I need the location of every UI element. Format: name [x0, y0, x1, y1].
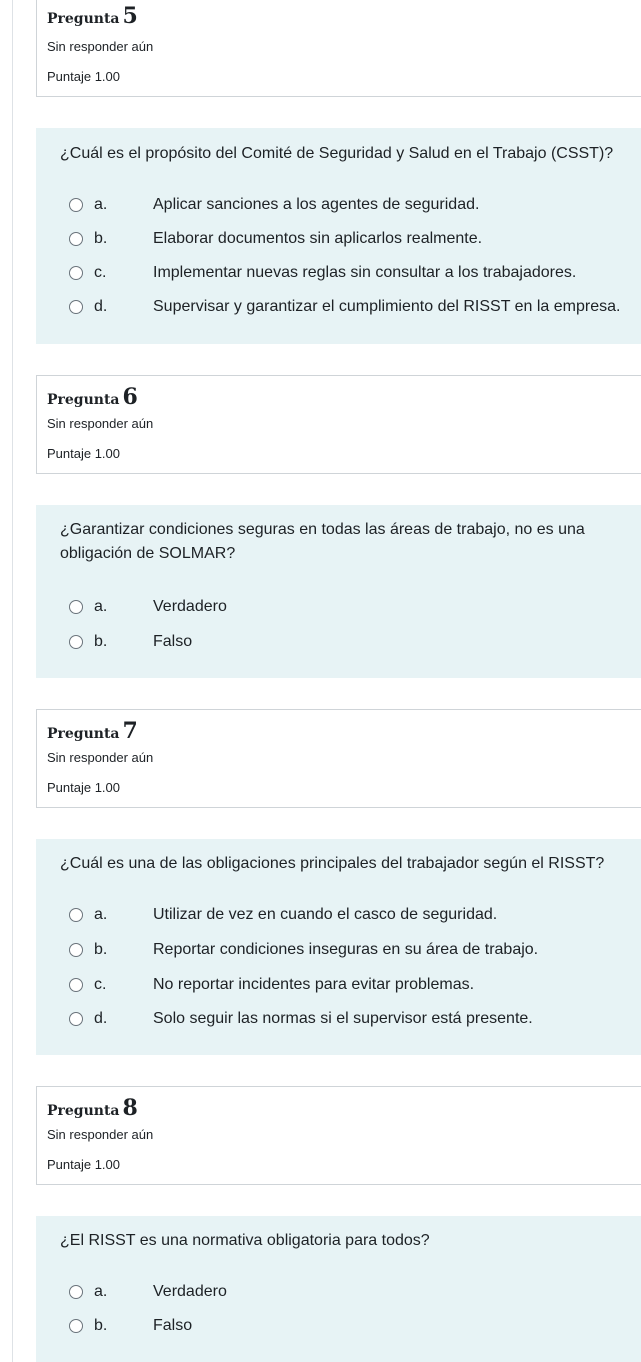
- question-7-info: [36, 709, 641, 808]
- radio-button[interactable]: [69, 908, 83, 922]
- page-left-border: [12, 0, 13, 1362]
- radio-button[interactable]: [69, 1012, 83, 1026]
- option-text[interactable]: Implementar nuevas reglas sin consultar a los trabajadores.: [153, 264, 577, 281]
- answer-option-a[interactable]: [36, 194, 641, 218]
- question-5-info: [36, 0, 641, 97]
- option-text[interactable]: Supervisar y garantizar el cumplimiento del RISST en la empresa.: [153, 298, 621, 315]
- answer-option-c[interactable]: [36, 974, 641, 998]
- radio-button[interactable]: [69, 978, 83, 992]
- radio-button[interactable]: [69, 1319, 83, 1333]
- question-number-value: 7: [122, 718, 138, 744]
- option-letter: b.: [94, 1317, 108, 1334]
- question-7-content: [36, 839, 641, 1055]
- option-text[interactable]: Elaborar documentos sin aplicarlos realmente.: [153, 230, 483, 247]
- radio-button[interactable]: [69, 635, 83, 649]
- option-letter: b.: [94, 230, 108, 247]
- question-8-content: [36, 1216, 641, 1362]
- question-text: ¿Cuál es el propósito del Comité de Seguridad y Salud en el Trabajo (CSST)?: [60, 145, 614, 162]
- option-text[interactable]: No reportar incidentes para evitar problemas.: [153, 976, 475, 993]
- answer-option-b[interactable]: [36, 1315, 641, 1339]
- question-number: [47, 3, 138, 29]
- question-6-content: [36, 505, 641, 678]
- answer-option-c[interactable]: [36, 262, 641, 286]
- question-number-value: 8: [122, 1095, 138, 1121]
- option-letter: a.: [94, 598, 108, 615]
- question-number-value: 5: [122, 3, 138, 29]
- option-text[interactable]: Reportar condiciones inseguras en su área de trabajo.: [153, 941, 539, 958]
- question-6-info: [36, 375, 641, 474]
- question-number: [47, 384, 138, 410]
- option-letter: a.: [94, 1283, 108, 1300]
- option-text[interactable]: Solo seguir las normas si el supervisor está presente.: [153, 1010, 533, 1027]
- question-8-info: [36, 1086, 641, 1185]
- option-text[interactable]: Falso: [153, 1317, 193, 1334]
- option-letter: c.: [94, 976, 107, 993]
- question-label: Pregunta: [47, 392, 120, 408]
- answer-option-b[interactable]: [36, 631, 641, 655]
- answer-option-a[interactable]: [36, 904, 641, 928]
- question-status: Sin responder aún: [47, 39, 154, 54]
- question-text: ¿Cuál es una de las obligaciones principales del trabajador según el RISST?: [60, 855, 605, 872]
- question-number: [47, 718, 138, 744]
- question-score: Puntaje 1.00: [47, 1157, 121, 1172]
- option-letter: c.: [94, 264, 107, 281]
- option-text[interactable]: Aplicar sanciones a los agentes de seguridad.: [153, 196, 480, 213]
- radio-button[interactable]: [69, 232, 83, 246]
- option-text[interactable]: Falso: [153, 633, 193, 650]
- question-status: Sin responder aún: [47, 416, 154, 431]
- radio-button[interactable]: [69, 600, 83, 614]
- option-letter: b.: [94, 633, 108, 650]
- question-label: Pregunta: [47, 11, 120, 27]
- question-score: Puntaje 1.00: [47, 780, 121, 795]
- option-letter: a.: [94, 196, 108, 213]
- question-score: Puntaje 1.00: [47, 69, 121, 84]
- option-letter: d.: [94, 298, 108, 315]
- radio-button[interactable]: [69, 300, 83, 314]
- answer-option-b[interactable]: [36, 228, 641, 252]
- question-status: Sin responder aún: [47, 1127, 154, 1142]
- question-text: ¿Garantizar condiciones seguras en todas las áreas de trabajo, no es una obligación de SOLMAR?: [60, 521, 585, 562]
- question-score: Puntaje 1.00: [47, 446, 121, 461]
- answer-option-d[interactable]: [36, 1008, 641, 1032]
- radio-button[interactable]: [69, 1285, 83, 1299]
- option-letter: b.: [94, 941, 108, 958]
- question-text: ¿El RISST es una normativa obligatoria para todos?: [60, 1232, 430, 1249]
- option-letter: d.: [94, 1010, 108, 1027]
- answer-option-b[interactable]: [36, 939, 641, 963]
- question-label: Pregunta: [47, 1103, 120, 1119]
- option-text[interactable]: Verdadero: [153, 598, 227, 615]
- question-label: Pregunta: [47, 726, 120, 742]
- radio-button[interactable]: [69, 943, 83, 957]
- option-text[interactable]: Utilizar de vez en cuando el casco de seguridad.: [153, 906, 498, 923]
- option-letter: a.: [94, 906, 108, 923]
- question-number-value: 6: [122, 384, 138, 410]
- radio-button[interactable]: [69, 266, 83, 280]
- answer-option-a[interactable]: [36, 596, 641, 620]
- question-status: Sin responder aún: [47, 750, 154, 765]
- radio-button[interactable]: [69, 198, 83, 212]
- question-5-content: [36, 128, 641, 344]
- answer-option-a[interactable]: [36, 1281, 641, 1305]
- question-number: [47, 1095, 138, 1121]
- option-text[interactable]: Verdadero: [153, 1283, 227, 1300]
- answer-option-d[interactable]: [36, 296, 641, 320]
